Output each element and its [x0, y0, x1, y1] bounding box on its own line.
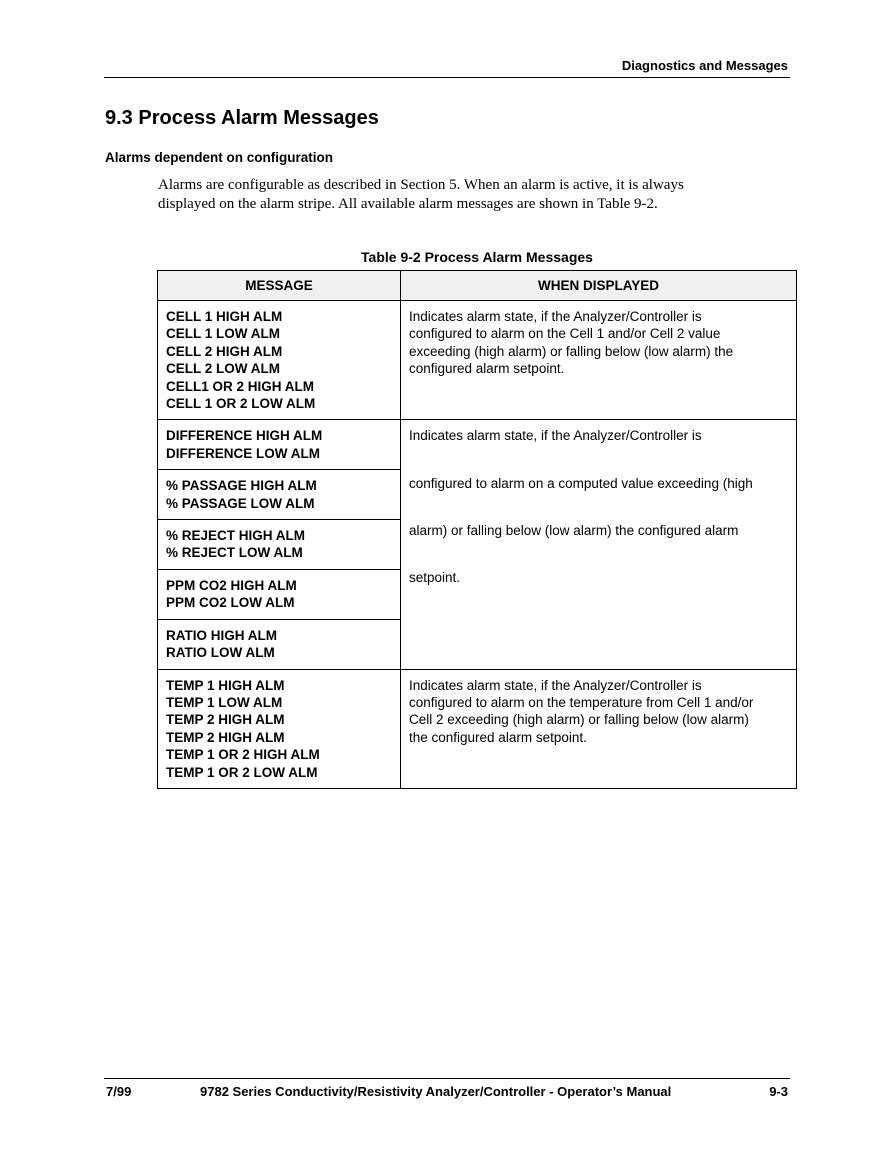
footer-rule	[104, 1078, 790, 1079]
table-row	[158, 301, 797, 420]
description-line: configured alarm setpoint.	[409, 361, 565, 377]
intro-paragraph	[158, 176, 798, 214]
alarm-message: PPM CO2 LOW ALM	[166, 595, 295, 611]
message-cell	[158, 619, 401, 669]
table-caption: Table 9-2 Process Alarm Messages	[361, 249, 593, 265]
alarm-message: CELL 1 HIGH ALM	[166, 309, 283, 324]
subheading: Alarms dependent on configuration	[105, 150, 334, 165]
paragraph-line: Alarms are configurable as described in Section 5. When an alarm is active, it is always	[158, 177, 684, 193]
alarm-message: % REJECT LOW ALM	[166, 545, 303, 561]
description-line: the configured alarm setpoint.	[409, 729, 587, 745]
message-cell	[158, 669, 401, 788]
message-cell	[158, 420, 401, 470]
description-line: alarm) or falling below (low alarm) the configured alarm	[409, 522, 739, 538]
message-cell	[158, 569, 401, 619]
alarm-message: CELL 1 LOW ALM	[166, 326, 280, 342]
description-line: setpoint.	[409, 569, 461, 585]
description-cell	[401, 669, 797, 788]
description-cell	[401, 301, 797, 420]
alarm-message: TEMP 1 OR 2 LOW ALM	[166, 764, 318, 780]
alarm-message: TEMP 2 HIGH ALM	[166, 712, 285, 728]
footer-manual-title: 9782 Series Conductivity/Resistivity Analyzer/Controller - Operator’s Manual	[200, 1084, 672, 1099]
running-header-title: Diagnostics and Messages	[621, 58, 788, 73]
alarm-message: RATIO HIGH ALM	[166, 627, 277, 643]
table-row	[158, 420, 797, 470]
description-line: Indicates alarm state, if the Analyzer/Controller is	[409, 677, 702, 693]
alarm-message: CELL 2 LOW ALM	[166, 361, 280, 377]
alarm-message: CELL1 OR 2 HIGH ALM	[166, 378, 315, 394]
alarm-message: % PASSAGE LOW ALM	[166, 495, 315, 511]
description-line: Indicates alarm state, if the Analyzer/Controller is	[409, 428, 702, 444]
alarm-message: CELL 1 OR 2 LOW ALM	[166, 396, 316, 412]
section-title: 9.3 Process Alarm Messages	[105, 107, 379, 129]
description-line: configured to alarm on the temperature from Cell 1 and/or	[409, 694, 754, 710]
alarm-message: % REJECT HIGH ALM	[166, 528, 306, 544]
message-cell	[158, 520, 401, 570]
footer-date: 7/99	[106, 1084, 132, 1099]
column-header-when-displayed: WHEN DISPLAYED	[401, 271, 797, 301]
alarm-message: DIFFERENCE LOW ALM	[166, 445, 320, 461]
alarm-message: TEMP 2 HIGH ALM	[166, 729, 285, 745]
description-line: configured to alarm on the Cell 1 and/or Cell 2 value	[409, 326, 721, 342]
header-rule	[104, 77, 790, 78]
description-line: Cell 2 exceeding (high alarm) or falling below (low alarm)	[409, 712, 749, 728]
description-cell	[401, 420, 797, 669]
alarm-message: TEMP 1 LOW ALM	[166, 694, 283, 710]
message-cell	[158, 301, 401, 420]
description-line: exceeding (high alarm) or falling below (low alarm) the	[409, 343, 734, 359]
alarm-message: CELL 2 HIGH ALM	[166, 343, 283, 359]
footer-page-number: 9-3	[769, 1084, 788, 1099]
alarm-message: PPM CO2 HIGH ALM	[166, 577, 297, 593]
description-line: configured to alarm on a computed value exceeding (high	[409, 475, 753, 491]
alarm-message: % PASSAGE HIGH ALM	[166, 478, 317, 494]
alarm-message: DIFFERENCE HIGH ALM	[166, 428, 323, 444]
alarm-message: RATIO LOW ALM	[166, 645, 275, 661]
alarm-message: TEMP 1 OR 2 HIGH ALM	[166, 747, 320, 763]
column-header-message: MESSAGE	[158, 271, 401, 301]
process-alarm-table	[157, 270, 797, 789]
table-header-row	[158, 271, 797, 301]
message-cell	[158, 470, 401, 520]
description-line: Indicates alarm state, if the Analyzer/Controller is	[409, 309, 702, 324]
table-row	[158, 669, 797, 788]
paragraph-line: displayed on the alarm stripe. All available alarm messages are shown in Table 9-2.	[158, 196, 658, 212]
alarm-message: TEMP 1 HIGH ALM	[166, 677, 285, 693]
